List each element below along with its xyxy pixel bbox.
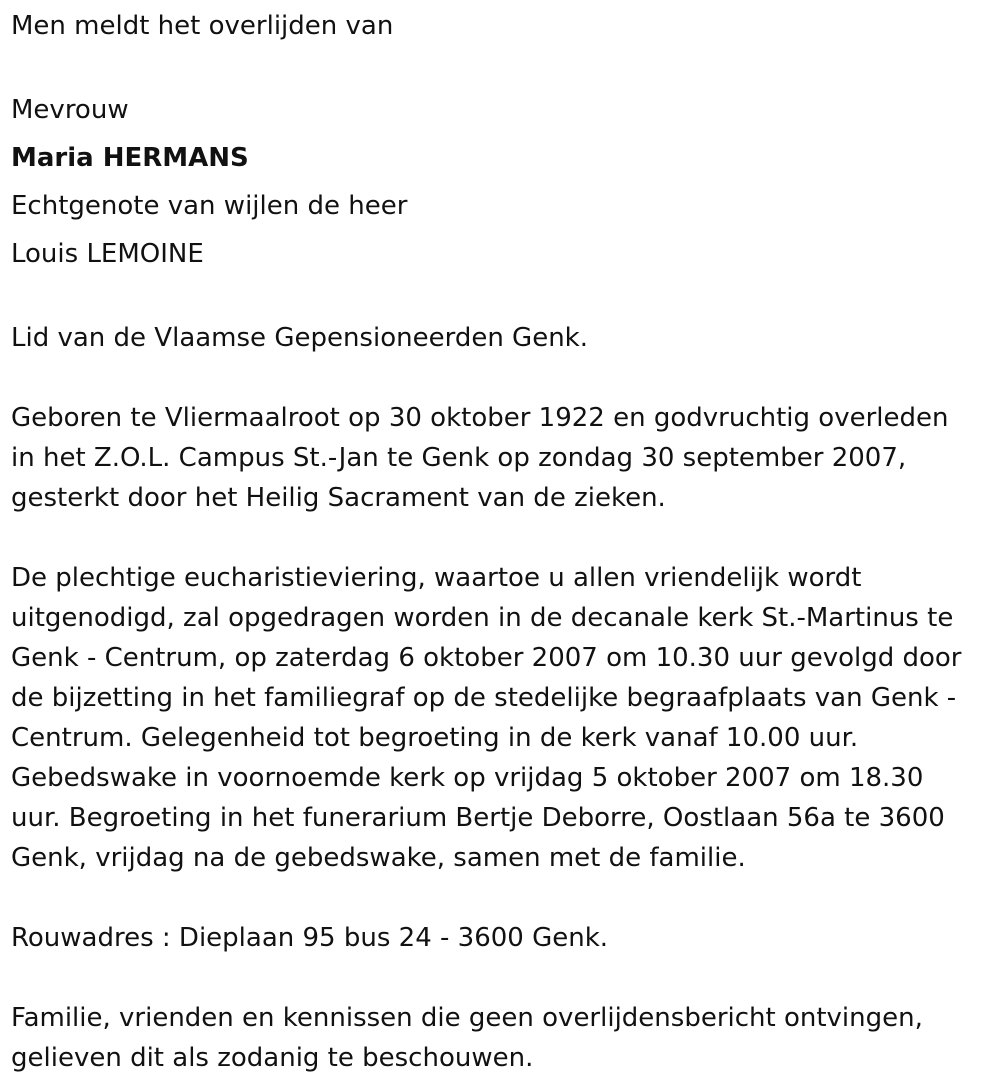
closing-paragraph <box>11 998 986 1078</box>
mourning-address: Rouwadres : Dieplaan 95 bus 24 - 3600 Genk. <box>11 923 609 953</box>
ceremony-paragraph <box>11 558 986 878</box>
intro-line: Men meldt het overlijden van <box>11 11 394 41</box>
paragraph-line: uur. Begroeting in het funerarium Bertje Deborre, Oostlaan 56a te 3600 <box>11 803 945 833</box>
paragraph-line: Genk, vrijdag na de gebedswake, samen met de familie. <box>11 843 746 873</box>
paragraph-line: De plechtige eucharistieviering, waartoe u allen vriendelijk wordt <box>11 563 862 593</box>
paragraph-line: Gebedswake in voornoemde kerk op vrijdag 5 oktober 2007 om 18.30 <box>11 763 924 793</box>
paragraph-line: de bijzetting in het familiegraf op de stedelijke begraafplaats van Genk - <box>11 683 957 713</box>
paragraph-line: Genk - Centrum, op zaterdag 6 oktober 2007 om 10.30 uur gevolgd door <box>11 643 962 673</box>
paragraph-line: in het Z.O.L. Campus St.-Jan te Genk op zondag 30 september 2007, <box>11 443 907 473</box>
spacer <box>11 46 986 86</box>
spacer <box>11 878 986 918</box>
spouse-name: Louis LEMOINE <box>11 239 204 269</box>
paragraph-line: Familie, vrienden en kennissen die geen overlijdensbericht ontvingen, <box>11 1003 923 1033</box>
spacer <box>11 958 986 998</box>
paragraph-line: Geboren te Vliermaalroot op 30 oktober 1922 en godvruchtig overleden <box>11 403 949 433</box>
spacer <box>11 278 986 318</box>
membership-line: Lid van de Vlaamse Gepensioneerden Genk. <box>11 323 589 353</box>
obituary-notice <box>11 6 986 1078</box>
relation-line: Echtgenote van wijlen de heer <box>11 191 408 221</box>
deceased-name: Maria HERMANS <box>11 143 249 173</box>
paragraph-line: gesterkt door het Heilig Sacrament van de zieken. <box>11 483 666 513</box>
paragraph-line: gelieven dit als zodanig te beschouwen. <box>11 1043 534 1073</box>
honorific: Mevrouw <box>11 95 129 125</box>
spacer <box>11 518 986 558</box>
birth-death-paragraph <box>11 398 986 518</box>
paragraph-line: Centrum. Gelegenheid tot begroeting in de kerk vanaf 10.00 uur. <box>11 723 859 753</box>
paragraph-line: uitgenodigd, zal opgedragen worden in de decanale kerk St.-Martinus te <box>11 603 954 633</box>
spacer <box>11 358 986 398</box>
